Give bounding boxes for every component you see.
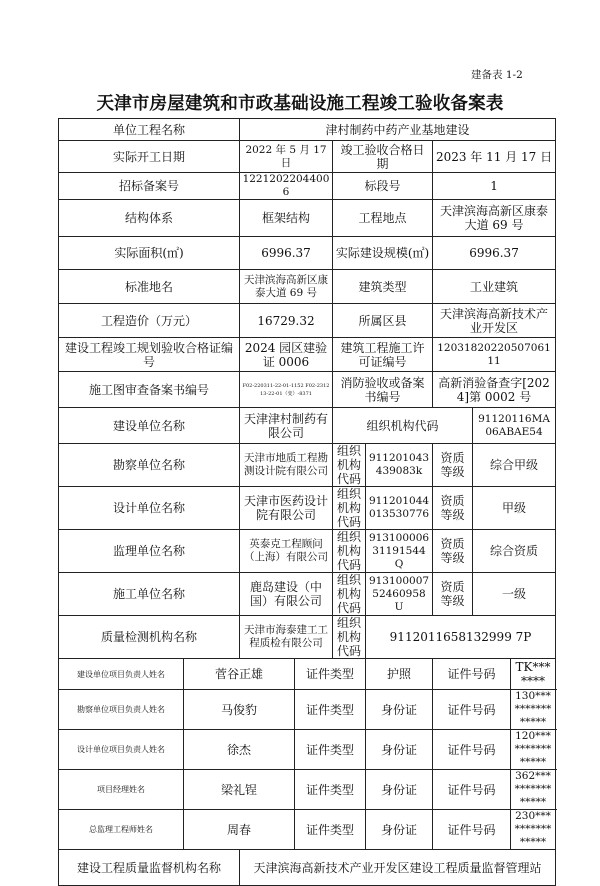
scale-value: 6996.37 [433,237,556,270]
location-value: 天津滨海高新区康泰大道 69 号 [433,200,556,237]
contractor-org-code-label: 组织机构代码 [333,573,366,616]
permit-label: 建筑工程施工许可证编号 [333,338,433,372]
supervise-org-code-label: 组织机构代码 [333,530,366,573]
cert-type-label: 证件类型 [295,810,366,850]
cert-type-value: 身份证 [366,770,433,810]
survey-org-code-label: 组织机构代码 [333,444,366,487]
bldg-type-label: 建筑类型 [333,270,433,304]
accept-date-label: 竣工验收合格日期 [333,141,433,173]
cert-no-label: 证件号码 [433,690,511,730]
person-name: 菅谷正雄 [184,659,295,690]
testing-name: 天津市海泰建工工程质检有限公司 [240,616,333,659]
unit-project-value: 津村制药中药产业基地建设 [240,119,556,141]
design-org-code: 911201044013530776 [366,487,433,530]
accept-date-value: 2023 年 11 月 17 日 [433,141,556,173]
design-label: 设计单位名称 [59,487,240,530]
supervision-label: 建设工程质量监督机构名称 [59,850,240,886]
survey-grade: 综合甲级 [473,444,556,487]
row-plan-cert [59,338,556,372]
bldg-type-value: 工业建筑 [433,270,556,304]
person-role: 项目经理姓名 [59,770,184,810]
design-grade: 甲级 [473,487,556,530]
row-testing [59,616,556,659]
survey-name: 天津市地质工程勘测设计院有限公司 [240,444,333,487]
cert-type-label: 证件类型 [295,659,366,690]
row-area [59,237,556,270]
cert-no-value: 130*************** [511,690,556,730]
area-label: 实际面积(㎡) [59,237,240,270]
structure-label: 结构体系 [59,200,240,237]
person-role: 总监理工程师姓名 [59,810,184,850]
row-design [59,487,556,530]
contractor-label: 施工单位名称 [59,573,240,616]
cert-no-value: 230*************** [511,810,556,850]
survey-grade-label: 资质等级 [433,444,473,487]
filing-form-table [58,118,556,886]
row-structure [59,200,556,237]
plan-cert-label: 建设工程竣工规划验收合格证编号 [59,338,240,372]
tender-no-value: 12212022044006 [240,173,333,200]
cert-no-label: 证件号码 [433,810,511,850]
form-number: 建备表 1-2 [471,69,523,81]
fire-label: 消防验收或备案书编号 [333,372,433,408]
section-no-label: 标段号 [333,173,433,200]
testing-org-code: 9112011658132999 7P [366,616,556,659]
cert-no-label: 证件号码 [433,730,511,770]
contractor-org-code: 91310000752460958U [366,573,433,616]
cert-type-value: 身份证 [366,690,433,730]
cert-type-label: 证件类型 [295,690,366,730]
scale-label: 实际建设规模(㎡) [333,237,433,270]
testing-org-code-label: 组织机构代码 [333,616,366,659]
form-title: 天津市房屋建筑和市政基础设施工程竣工验收备案表 [96,94,504,114]
drawing-value: F02-220311-22-01-1152 F02-231213-22-01（变）-8371 [240,372,333,408]
person-row [59,770,556,810]
builder-name: 天津津村制药有限公司 [240,408,333,444]
tender-no-label: 招标备案号 [59,173,240,200]
person-row [59,690,556,730]
person-name: 徐杰 [184,730,295,770]
person-name: 梁礼锃 [184,770,295,810]
person-role: 勘察单位项目负责人姓名 [59,690,184,730]
person-name: 马俊豹 [184,690,295,730]
contractor-name: 鹿岛建设（中国）有限公司 [240,573,333,616]
survey-label: 勘察单位名称 [59,444,240,487]
supervision-value: 天津滨海高新技术产业开发区建设工程质量监督管理站 [240,850,556,886]
row-supervision [59,850,556,886]
contractor-grade-label: 资质等级 [433,573,473,616]
permit-value: 12031820220507061 11 [433,338,556,372]
row-tender [59,173,556,200]
supervise-label: 监理单位名称 [59,530,240,573]
row-drawing [59,372,556,408]
person-row [59,810,556,850]
person-name: 周春 [184,810,295,850]
row-dates [59,141,556,173]
structure-value: 框架结构 [240,200,333,237]
supervise-org-code: 91310000631191544Q [366,530,433,573]
std-addr-label: 标准地名 [59,270,240,304]
cert-no-label: 证件号码 [433,770,511,810]
testing-label: 质量检测机构名称 [59,616,240,659]
location-label: 工程地点 [333,200,433,237]
supervise-name: 英泰克工程顾问（上海）有限公司 [240,530,333,573]
section-no-value: 1 [433,173,556,200]
cert-no-value: TK******* [511,659,556,690]
design-name: 天津市医药设计院有限公司 [240,487,333,530]
cert-type-value: 护照 [366,659,433,690]
person-role: 建设单位项目负责人姓名 [59,659,184,690]
person-row [59,659,556,690]
area-value: 6996.37 [240,237,333,270]
std-addr-value: 天津滨海高新区康泰大道 69 号 [240,270,333,304]
fire-value: 高新消验备查字[2024]第 0002 号 [433,372,556,408]
cert-type-label: 证件类型 [295,770,366,810]
person-row [59,730,556,770]
survey-org-code: 911201043439083k [366,444,433,487]
drawing-label: 施工图审查备案书编号 [59,372,240,408]
row-survey [59,444,556,487]
district-label: 所属区县 [333,304,433,338]
cert-type-value: 身份证 [366,810,433,850]
builder-label: 建设单位名称 [59,408,240,444]
supervise-grade-label: 资质等级 [433,530,473,573]
design-grade-label: 资质等级 [433,487,473,530]
district-value: 天津滨海高新技术产业开发区 [433,304,556,338]
row-cost [59,304,556,338]
row-std-addr [59,270,556,304]
cert-type-value: 身份证 [366,730,433,770]
row-unit-project [59,119,556,141]
contractor-grade: 一级 [473,573,556,616]
cost-value: 16729.32 [240,304,333,338]
supervise-grade: 综合资质 [473,530,556,573]
builder-org-code-label: 组织机构代码 [333,408,473,444]
plan-cert-value: 2024 园区建验证 0006 [240,338,333,372]
row-builder [59,408,556,444]
cert-no-label: 证件号码 [433,659,511,690]
cost-label: 工程造价（万元） [59,304,240,338]
person-role: 设计单位项目负责人姓名 [59,730,184,770]
row-contractor [59,573,556,616]
cert-no-value: 362*************** [511,770,556,810]
start-date-label: 实际开工日期 [59,141,240,173]
start-date-value: 2022 年 5 月 17 日 [240,141,333,173]
unit-project-label: 单位工程名称 [59,119,240,141]
builder-org-code: 91120116MA06ABAE54 [473,408,556,444]
cert-type-label: 证件类型 [295,730,366,770]
row-supervise [59,530,556,573]
design-org-code-label: 组织机构代码 [333,487,366,530]
cert-no-value: 120*************** [511,730,556,770]
